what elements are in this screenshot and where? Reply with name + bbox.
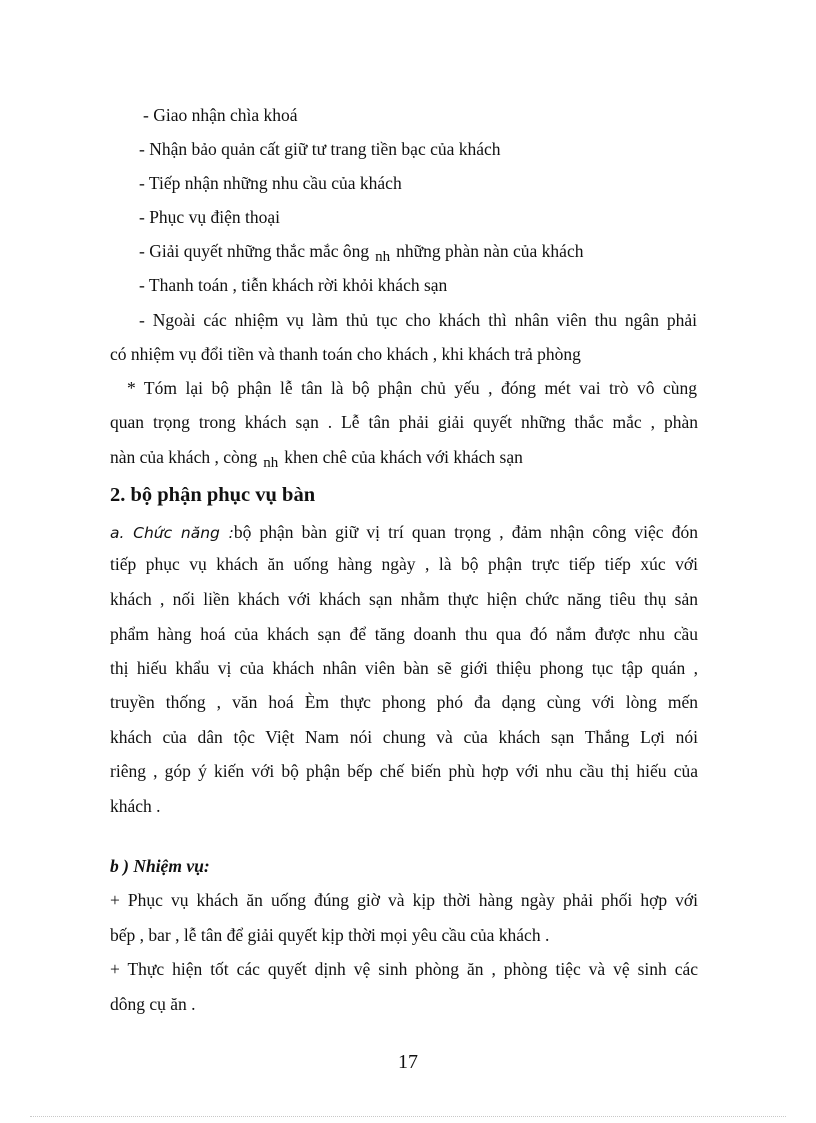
page-number: 17 bbox=[398, 1051, 418, 1073]
duty-line: + Thực hiện tốt các quyết dịnh vệ sinh phòng ăn , phòng tiệc và vệ sinh các bbox=[110, 959, 698, 979]
duty-line: bếp , bar , lễ tân để giải quyết kịp thời mọi yêu cầu của khách . bbox=[110, 925, 550, 945]
summary-text: khen chê của khách với khách sạn bbox=[284, 447, 523, 467]
summary-text: nàn của khách , còng bbox=[110, 447, 258, 467]
bullet-item: - Giao nhận chìa khoá bbox=[143, 105, 298, 125]
function-line: khách của dân tộc Việt Nam nói chung và của khách sạn Thắng Lợi nói bbox=[110, 727, 698, 747]
section-heading: 2. bộ phận phục vụ bàn bbox=[110, 484, 316, 506]
bullet-item: - Nhận bảo quản cất giữ tư trang tiền bạc của khách bbox=[139, 139, 501, 159]
subscript-text: nh bbox=[263, 455, 279, 471]
summary-line bbox=[110, 446, 523, 470]
bullet-text: những phàn nàn của khách bbox=[396, 241, 584, 261]
function-line: tiếp phục vụ khách ăn uống hàng ngày , là bộ phận trực tiếp tiếp xúc với bbox=[110, 554, 698, 574]
footer-divider bbox=[30, 1116, 786, 1117]
duty-line: dông cụ ăn . bbox=[110, 994, 196, 1014]
function-line: truyền thống , văn hoá Èm thực phong phó đa dạng cùng với lòng mến bbox=[110, 692, 698, 712]
bullet-text: - Giải quyết những thắc mắc ông bbox=[139, 241, 370, 261]
duty-line: + Phục vụ khách ăn uống đúng giờ và kịp thời hàng ngày phải phối hợp với bbox=[110, 890, 698, 910]
subscript-text: nh bbox=[375, 249, 391, 265]
function-text: bộ phận bàn giữ vị trí quan trọng , đảm nhận công việc đón bbox=[233, 522, 698, 542]
duties-heading: b ) Nhiệm vụ: bbox=[110, 856, 210, 876]
function-line: khách . bbox=[110, 796, 161, 816]
bullet-item: - Phục vụ điện thoại bbox=[139, 207, 280, 227]
paragraph-line: - Ngoài các nhiệm vụ làm thủ tục cho khách thì nhân viên thu ngân phải bbox=[139, 310, 697, 330]
function-line: thị hiếu khẩu vị của khách nhân viên bàn sẽ giới thiệu phong tục tập quán , bbox=[110, 658, 698, 678]
function-line bbox=[110, 521, 698, 544]
function-label: a. Chức năng : bbox=[110, 524, 234, 542]
summary-line: * Tóm lại bộ phận lễ tân là bộ phận chủ yếu , đóng mét vai trò vô cùng bbox=[127, 378, 697, 398]
bullet-item bbox=[139, 240, 583, 264]
paragraph-line: có nhiệm vụ đổi tiền và thanh toán cho khách , khi khách trả phòng bbox=[110, 344, 581, 364]
function-line: khách , nối liền khách với khách sạn nhằm thực hiện chức năng tiêu thụ sản bbox=[110, 589, 698, 609]
function-line: riêng , góp ý kiến với bộ phận bếp chế biến phù hợp với nhu cầu thị hiếu của bbox=[110, 761, 698, 781]
bullet-item: - Thanh toán , tiễn khách rời khỏi khách sạn bbox=[139, 275, 448, 295]
summary-line: quan trọng trong khách sạn . Lễ tân phải giải quyết những thắc mắc , phàn bbox=[110, 412, 698, 432]
bullet-item: - Tiếp nhận những nhu cầu của khách bbox=[139, 173, 402, 193]
function-line: phẩm hàng hoá của khách sạn để tăng doanh thu qua đó nắm được nhu cầu bbox=[110, 624, 698, 644]
